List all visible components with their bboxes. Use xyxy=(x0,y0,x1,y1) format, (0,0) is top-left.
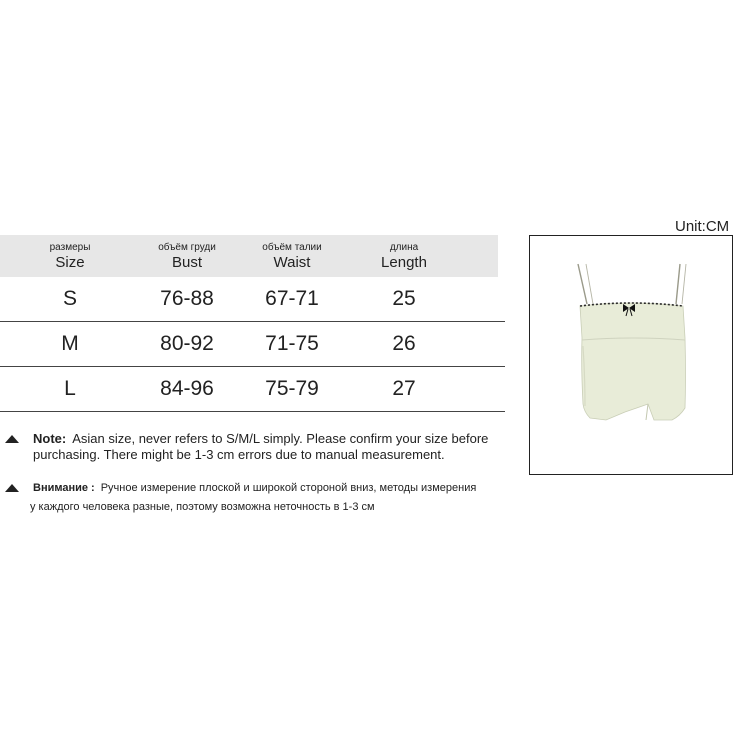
triangle-icon xyxy=(5,435,19,443)
cell-length: 27 xyxy=(392,377,416,400)
header-length xyxy=(354,241,454,272)
header-bust-en: Bust xyxy=(171,254,202,271)
header-size-ru: размеры xyxy=(49,242,91,253)
table-row xyxy=(0,367,505,412)
cell-bust: 76-88 xyxy=(160,287,214,310)
cell-length: 25 xyxy=(392,287,416,310)
cell-size: S xyxy=(62,287,77,310)
triangle-icon xyxy=(5,484,19,492)
table-row xyxy=(0,322,505,367)
cell-bust: 84-96 xyxy=(160,377,214,400)
cell-waist: 71-75 xyxy=(265,332,319,355)
right-strap xyxy=(676,264,680,304)
right-strap-2 xyxy=(682,264,686,304)
header-waist-en: Waist xyxy=(273,254,311,271)
note-en-label: Note: xyxy=(33,431,67,446)
note-english xyxy=(0,431,515,463)
header-length-en: Length xyxy=(381,254,427,271)
note-ru-line1 xyxy=(0,479,515,498)
note-russian xyxy=(0,479,515,517)
note-en-text1: Asian size, never refers to S/M/L simply. Please confirm your size before xyxy=(72,431,489,446)
size-chart-table xyxy=(0,235,505,412)
back-slit xyxy=(646,404,648,420)
table-header xyxy=(0,235,498,277)
header-size xyxy=(20,241,120,272)
cami-top-image xyxy=(530,236,732,474)
cell-size: M xyxy=(61,332,79,355)
header-length-ru: длина xyxy=(389,242,419,253)
header-bust-ru: объём груди xyxy=(158,242,216,253)
left-strap xyxy=(578,264,587,304)
header-waist-ru: объём талии xyxy=(262,242,322,253)
header-waist xyxy=(242,241,342,272)
note-ru-line2: у каждого человека разные, поэтому возможна неточность в 1-3 см xyxy=(30,501,375,513)
note-en-line2: purchasing. There might be 1-3 cm errors due to manual measurement. xyxy=(33,447,445,462)
left-strap-2 xyxy=(586,264,593,304)
cell-bust: 80-92 xyxy=(160,332,214,355)
note-en-line1 xyxy=(0,431,515,447)
header-bust xyxy=(137,241,237,272)
header-size-en: Size xyxy=(55,254,85,271)
cell-waist: 75-79 xyxy=(265,377,319,400)
table-row xyxy=(0,277,505,322)
cell-waist: 67-71 xyxy=(265,287,319,310)
unit-label: Unit:CM xyxy=(675,218,730,235)
note-ru-label: Внимание : xyxy=(33,482,95,494)
cell-size: L xyxy=(64,377,76,400)
note-ru-text1: Ручное измерение плоской и широкой стороной вниз, методы измерения xyxy=(100,482,477,494)
garment-body xyxy=(580,303,686,420)
product-image-frame xyxy=(529,235,733,475)
cell-length: 26 xyxy=(392,332,416,355)
